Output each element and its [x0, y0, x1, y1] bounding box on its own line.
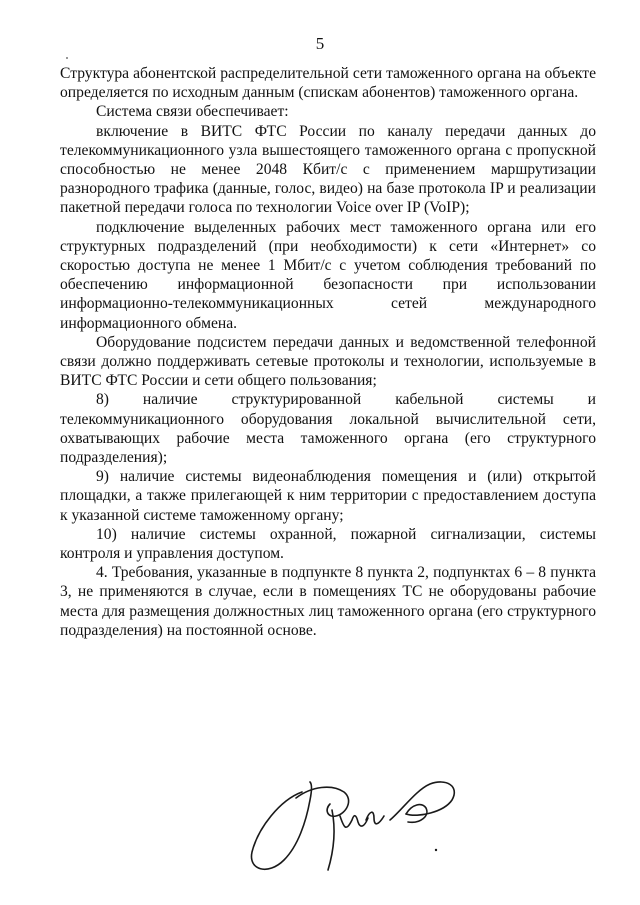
paragraph-network-structure: Структура абонентской распределительной сети таможенного органа на объекте определяется по исходным данным (спискам абонентов) таможенного органа. — [60, 65, 596, 102]
handwritten-signature — [240, 770, 480, 880]
paragraph-item-10: 10) наличие системы охранной, пожарной сигнализации, системы контроля и управления доступом. — [60, 525, 596, 563]
paragraph-vits-connection: включение в ВИТС ФТС России по каналу передачи данных до телекоммуникационного узла вышестоящего таможенного органа с пропускной способностью не менее 2048 Кбит/с с применением маршрутизации разнородного трафика (данные, голос, видео) на базе протокола IP и реализации пакетной передачи голоса по технологии Voice over IP (VoIP); — [60, 122, 596, 217]
paragraph-equipment-protocols: Оборудование подсистем передачи данных и ведомственной телефонной связи должно поддерживать сетевые протоколы и технологии, используемые в ВИТС ФТС России и сети общего пользования; — [60, 333, 596, 390]
paragraph-internet-connection: подключение выделенных рабочих мест таможенного органа или его структурных подразделений (при необходимости) к сети «Интернет» со скоростью доступа не менее 1 Мбит/с с учетом соблюдения требований по обеспечению информационной безопасности при использовании информационно-телекоммуникационных сетей международного информационного обмена. — [60, 218, 596, 332]
document-body — [60, 64, 596, 640]
paragraph-item-9: 9) наличие системы видеонаблюдения помещения и (или) открытой площадки, а также прилегающей к ним территории с предоставлением доступа к указанной системе таможенному органу; — [60, 468, 596, 524]
paragraph-section-4: 4. Требования, указанные в подпункте 8 пункта 2, подпунктах 6 – 8 пункта 3, не применяются в случае, если в помещениях ТС не оборудованы рабочие места для размещения должностных лиц таможенного органа (его структурного подразделения) на постоянной основе. — [60, 564, 596, 639]
page-number: 5 — [315, 34, 325, 53]
paragraph-item-8: 8) наличие структурированной кабельной системы и телекоммуникационного оборудования локальной вычислительной сети, охватывающих рабочие места таможенного органа (его структурного подразделения); — [60, 391, 596, 467]
paragraph-system-provides: Система связи обеспечивает: — [96, 103, 289, 121]
scan-speck — [66, 57, 68, 59]
